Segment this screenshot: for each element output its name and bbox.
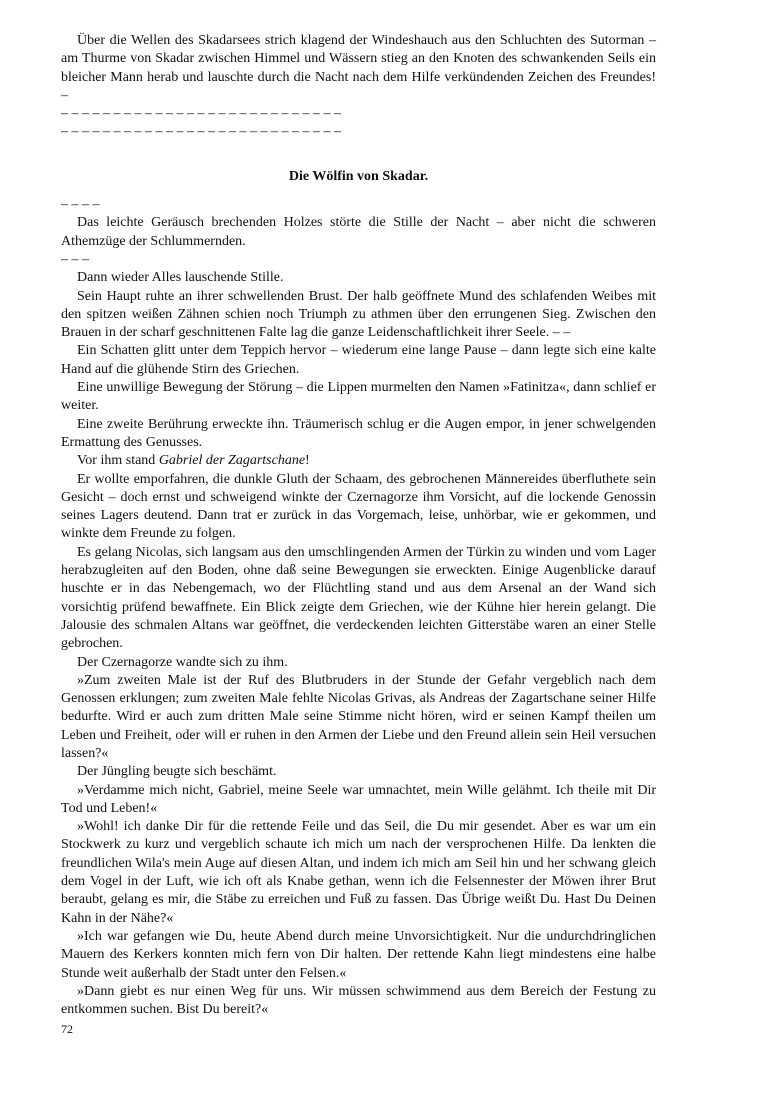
- emphasized-name: Gabriel der Zagartschane: [158, 453, 306, 469]
- paragraph: »Zum zweiten Male ist der Ruf des Blutbruders in der Stunde der Gefahr vergeblich nach dem Genossen erklungen; zum zweiten Male fehlte Nicolas Grivas, als Andreas der Zagartschane seiner Hilfe bedurfte. Wird er auch zum dritten Male seine Stimme nicht hören, wird er seinen Kampf theilen um Leben und Freiheit, oder will er ruhen in den Armen der Liebe und den Freund allein sein Heil versuchen lassen?«: [61, 672, 656, 761]
- paragraph: Es gelang Nicolas, sich langsam aus den umschlingenden Armen der Türkin zu winden und vom Lager herabzugleiten auf den Boden, ohne daß seine Bewegungen sie erweckten. Einige Augenblicke darauf huschte er in das Nebengemach, wo der Flüchtling stand und aus dem Arsenal an der Wand sich vorsichtig prüfend bewaffnete. Ein Blick zeigte dem Griechen, wie der Kühne hier herein gelangt. Die Jalousie des schmalen Altans war geöffnet, die verdeckenden leichten Gitterstäbe waren an einer Stelle gebrochen.: [61, 544, 656, 652]
- paragraph: Er wollte emporfahren, die dunkle Gluth der Schaam, des gebrochenen Männereides überfluthete sein Gesicht – doch ernst und schweigend winkte der Czernagorze ihm Vorsicht, auf die lockende Genossin seines Lagers deutend. Dann trat er zurück in das Vorgemach, leise, unhörbar, wie er gekommen, und winkte dem Freunde zu folgen.: [61, 471, 656, 542]
- paragraph: Dann wieder Alles lauschende Stille.: [77, 270, 284, 286]
- chapter-title: Die Wölfin von Skadar.: [288, 168, 429, 184]
- paragraph: »Wohl! ich danke Dir für die rettende Feile und das Seil, die Du mir gesendet. Aber es war um ein Stockwerk zu kurz und vergeblich schaute ich mich um nach der versprochenen Hilfe. Da lenkten die freundlichen Wila's mein Auge auf diesen Altan, und indem ich mich am Seil hin und her schwang gleich dem Vogel in der Luft, wie ich oft als Knabe gethan, wenn ich die Felsennester der Möwen ihrer Brut beraubt, gelang es mir, die Stäbe zu erreichen und Fuß zu fassen. Das Übrige weißt Du. Hast Du Deinen Kahn in der Nähe?«: [61, 819, 656, 926]
- paragraph: Sein Haupt ruhte an ihrer schwellenden Brust. Der halb geöffnete Mund des schlafenden Weibes mit den spitzen weißen Zähnen schien noch Triumph zu athmen über den errungenen Sieg. Zwischen den Brauen in der scharf geschnittenen Falte lag die ganze Leidenschaftlichkeit ihrer Seele. – –: [61, 288, 656, 341]
- paragraph-text: !: [305, 453, 310, 469]
- separator-dashes: – – – – – – – – – – – – – – – – – – – – – – – – – – –: [61, 106, 341, 122]
- page-number: 72: [61, 1022, 73, 1036]
- separator-dashes: – – – –: [61, 197, 100, 213]
- separator-dashes: – – – – – – – – – – – – – – – – – – – – – – – – – – –: [61, 124, 341, 140]
- paragraph: »Dann giebt es nur einen Weg für uns. Wir müssen schwimmend aus dem Bereich der Festung zu entkommen suchen. Bist Du bereit?«: [61, 983, 656, 1018]
- separator-dashes: – – –: [61, 251, 89, 267]
- paragraph: Das leichte Geräusch brechenden Holzes störte die Stille der Nacht – aber nicht die schweren Athemzüge der Schlummernden.: [61, 215, 656, 249]
- intro-paragraph: Über die Wellen des Skadarsees strich klagend der Windeshauch aus den Schluchten des Sutorman – am Thurme von Skadar zwischen Himmel und Wässern stieg an den Knoten des schwankenden Seils ein bleicher Mann herab und lauschte durch die Nacht nach dem Hilfe verkündenden Zeichen des Freundes! –: [61, 33, 656, 103]
- paragraph: Der Jüngling beugte sich beschämt.: [77, 764, 277, 780]
- paragraph: Der Czernagorze wandte sich zu ihm.: [77, 654, 288, 670]
- paragraph: Eine unwillige Bewegung der Störung – die Lippen murmelten den Namen »Fatinitza«, dann schlief er weiter.: [61, 380, 656, 414]
- paragraph: »Verdamme mich nicht, Gabriel, meine Seele war umnachtet, mein Wille gelähmt. Ich theile mit Dir Tod und Leben!«: [61, 782, 656, 816]
- paragraph: [61, 452, 656, 470]
- paragraph: Eine zweite Berührung erweckte ihn. Träumerisch schlug er die Augen empor, in jener schwelgenden Ermattung des Genusses.: [61, 416, 656, 450]
- paragraph: »Ich war gefangen wie Du, heute Abend durch meine Unvorsichtigkeit. Nur die undurchdringlichen Mauern des Kerkers konnten mich fern von Dir halten. Der rettende Kahn liegt mindestens eine halbe Stunde weit außerhalb der Stadt unter den Felsen.«: [61, 928, 656, 981]
- paragraph: Ein Schatten glitt unter dem Teppich hervor – wiederum eine lange Pause – dann legte sich eine kalte Hand auf die glühende Stirn des Griechen.: [61, 343, 656, 377]
- paragraph-text: Vor ihm stand: [77, 453, 159, 469]
